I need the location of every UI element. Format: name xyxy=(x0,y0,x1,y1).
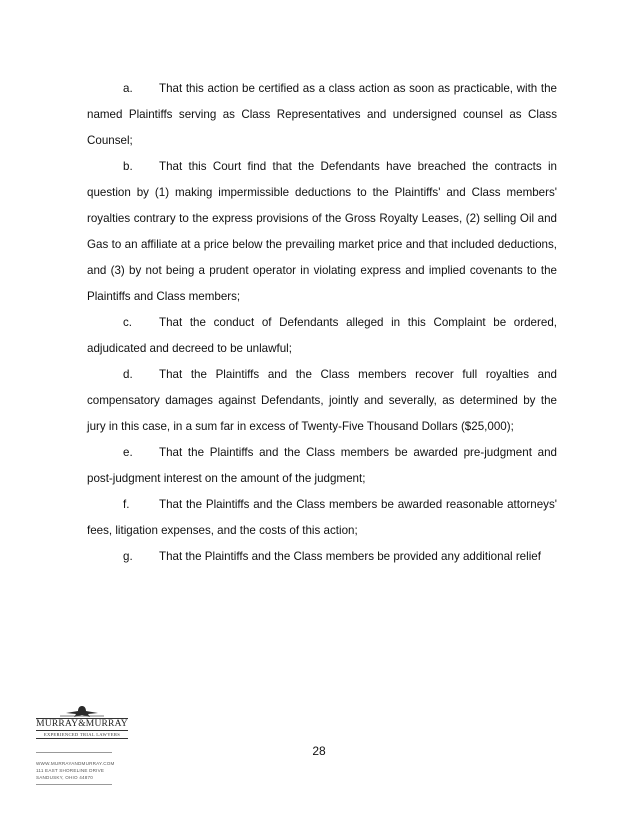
paragraph-label: e. xyxy=(123,446,133,459)
page-number: 28 xyxy=(312,744,326,758)
firm-website: WWW.MURRAYANDMURRAY.COM xyxy=(36,761,115,766)
divider xyxy=(36,784,112,785)
paragraph-label: c. xyxy=(123,316,133,329)
paragraph-first-line: That the Plaintiffs and the Class members recover full royalties and xyxy=(159,368,557,381)
paragraph-first-line: That the Plaintiffs and the Class members be provided any additional relief xyxy=(159,550,541,563)
paragraph-g xyxy=(87,544,557,570)
paragraph-label: g. xyxy=(123,550,133,563)
paragraph-label: b. xyxy=(123,160,133,173)
eagle-emblem-icon xyxy=(52,704,112,718)
paragraph-continuation: question by (1) making impermissible deductions to the Plaintiffs' and Class members' royalties contrary to the express provisions of the Gross Royalty Leases, (2) selling Oil and Gas to an affiliate at a price below the prevailing market price and that included deductions, and (3) by not being a prudent operator in violating express and implied covenants to the Plaintiffs and Class members; xyxy=(87,186,557,303)
firm-name: MURRAY&MURRAY xyxy=(36,719,128,729)
paragraph-label: f. xyxy=(123,498,130,511)
paragraph-label: a. xyxy=(123,82,133,95)
paragraph-first-line: That the Plaintiffs and the Class members be awarded reasonable xyxy=(159,498,504,511)
firm-tagline: EXPERIENCED TRIAL LAWYERS xyxy=(36,731,128,739)
paragraph-e xyxy=(87,440,557,492)
paragraph-a xyxy=(87,76,557,154)
paragraph-continuation: attorneys' fees, litigation expenses, and the costs of this action; xyxy=(87,498,557,537)
paragraph-b xyxy=(87,154,557,310)
paragraph-continuation: compensatory damages against Defendants, jointly and severally, as determined by the jury in this case, in a sum far in excess of Twenty-Five Thousand Dollars ($25,000); xyxy=(87,394,557,433)
paragraph-c xyxy=(87,310,557,362)
paragraph-label: d. xyxy=(123,368,133,381)
paragraph-first-line: That this action be certified as a class action as soon as practicable, with xyxy=(159,82,538,95)
paragraph-continuation: adjudicated and decreed to be unlawful; xyxy=(87,342,292,355)
paragraph-continuation: post-judgment interest on the amount of the judgment; xyxy=(87,472,366,485)
paragraph-first-line: That the Plaintiffs and the Class members be awarded pre-judgment and xyxy=(159,446,557,459)
paragraph-d xyxy=(87,362,557,440)
divider xyxy=(36,752,112,753)
paragraph-first-line: That this Court find that the Defendants have breached the contracts in xyxy=(159,160,557,173)
paragraph-f xyxy=(87,492,557,544)
firm-street: 111 EAST SHORELINE DRIVE xyxy=(36,768,105,773)
paragraph-continuation: the named Plaintiffs serving as Class Representatives and undersigned counsel as Class Counsel; xyxy=(87,82,557,147)
paragraph-first-line: That the conduct of Defendants alleged in this Complaint be ordered, xyxy=(159,316,557,329)
firm-logo xyxy=(36,704,128,739)
firm-city: SANDUSKY, OHIO 44870 xyxy=(36,775,94,780)
